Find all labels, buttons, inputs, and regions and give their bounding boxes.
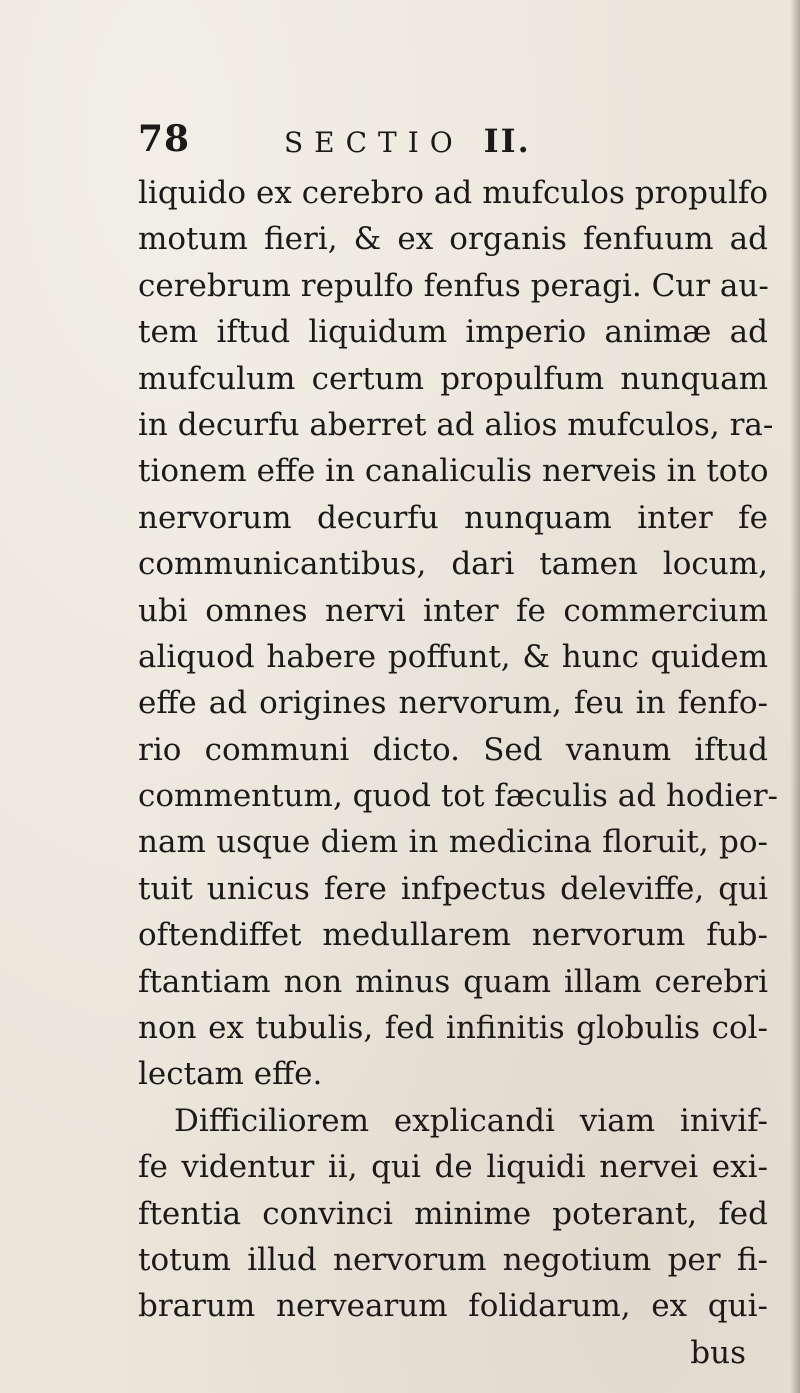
text-line: communicantibus, dari tamen locum, [138,546,768,583]
catchword: bus [690,1334,746,1371]
page-edge-shadow [790,0,800,1393]
text-line: ftentia convinci minime poterant, fed [138,1195,768,1232]
text-line: commentum, quod tot fæculis ad hodier- [138,778,778,815]
text-line: cerebrum repulfo fenfus peragi. Cur au- [138,267,769,304]
running-head-title: SECTIO [284,126,464,159]
body-text [138,170,778,1376]
text-line: non ex tubulis, fed infinitis globulis col- [138,1010,768,1047]
page-number: 78 [138,118,191,160]
text-line: fe videntur ii, qui de liquidi nervei exi- [138,1149,768,1186]
section-number: II. [483,122,531,160]
paragraph-end-line: lectam effe. [138,1056,323,1093]
text-line: tem iftud liquidum imperio animæ ad [138,314,768,351]
text-line: liquido ex cerebro ad mufculos propulfo [138,175,768,211]
text-line: tuit unicus fere infpectus deleviffe, qui [138,870,768,907]
text-line: effe ad origines nervorum, feu in fenfo- [138,685,768,722]
text-line: brarum nervearum folidarum, ex qui- [138,1288,768,1325]
text-line: nam usque diem in medicina floruit, po- [138,824,768,861]
text-line: totum illud nervorum negotium per fi- [138,1241,768,1278]
page-header [138,118,738,168]
text-line: in decurfu aberret ad alios mufculos, ra- [138,406,774,443]
text-line: tionem effe in canaliculis nerveis in toto [138,453,769,490]
text-line: rio communi dicto. Sed vanum iftud [138,731,768,768]
text-line: nervorum decurfu nunquam inter fe [138,499,768,536]
paragraph-start-line: Difficiliorem explicandi viam inivif- [174,1102,768,1139]
running-head [284,122,531,160]
text-line: motum fieri, & ex organis fenfuum ad [138,221,768,258]
text-line: oftendiffet medullarem nervorum fub- [138,917,768,954]
text-line: aliquod habere poffunt, & hunc quidem [138,638,768,675]
text-line: ftantiam non minus quam illam cerebri [138,963,768,1000]
text-line: mufculum certum propulfum nunquam [138,360,768,397]
text-line: ubi omnes nervi inter fe commercium [138,592,768,629]
